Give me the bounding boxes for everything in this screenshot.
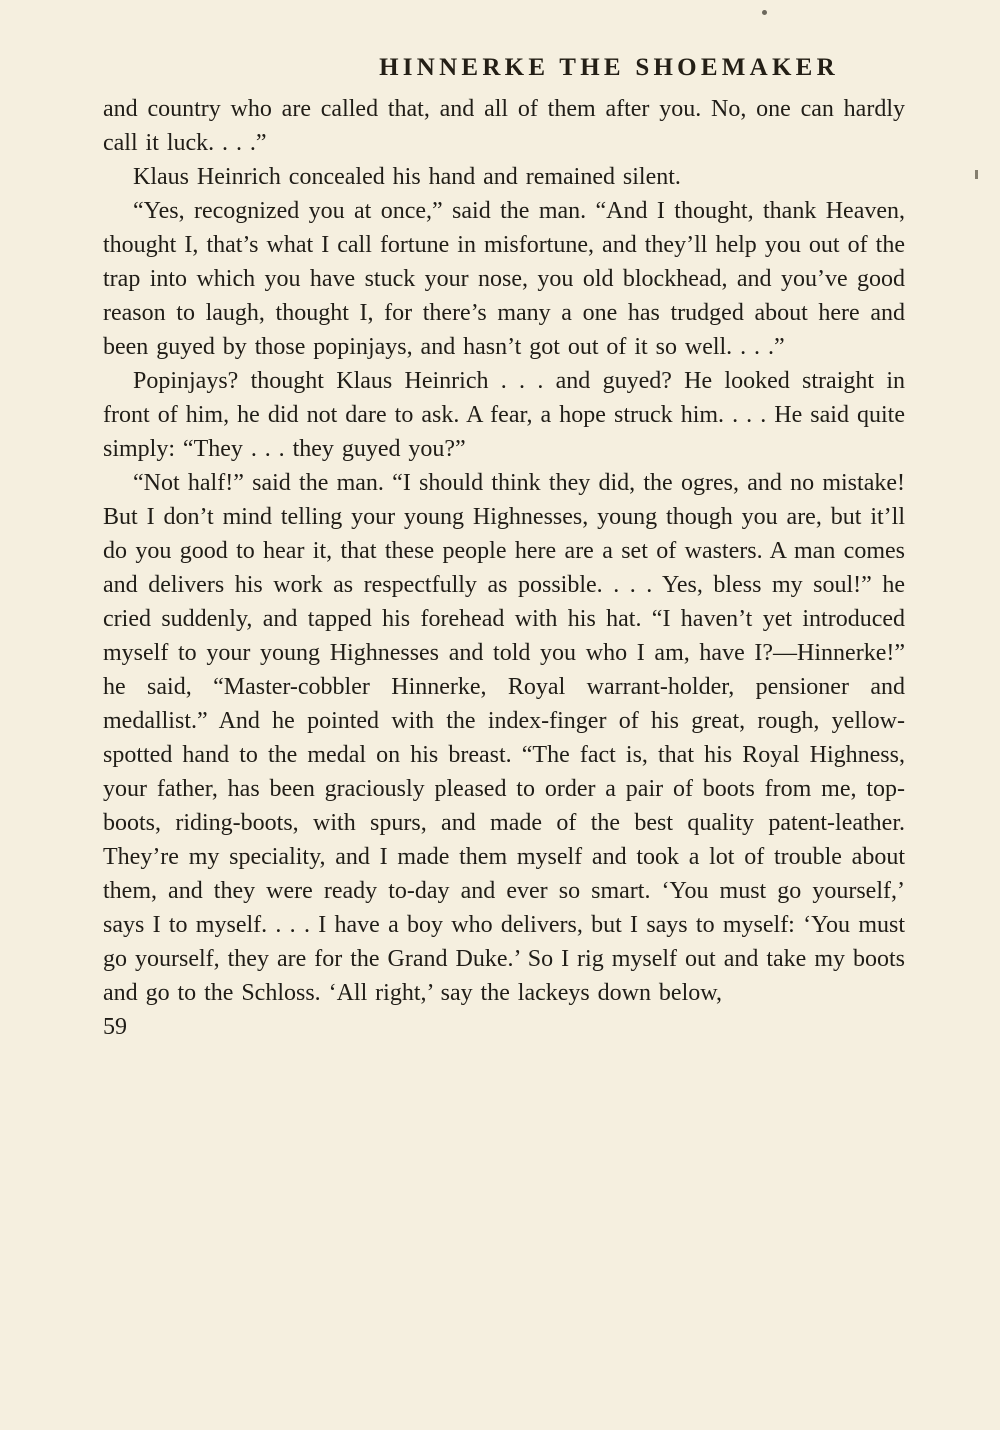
scan-artifact-dot [762,10,767,15]
running-header: HINNERKE THE SHOEMAKER [379,54,839,81]
paragraph-2: Klaus Heinrich concealed his hand and remained silent. [133,164,681,190]
scan-artifact-tick [975,170,978,179]
paragraph-5: “Not half!” said the man. “I should think they did, the ogres, and no mistake! But I don’t mind telling your young Highnesses, young though you are, but it’ll do you good to hear it, that these people here are a set of wasters. A man comes and delivers his work as respectfully as possible. . . . Yes, bless my soul!” he cried suddenly, and tapped his forehead with his hat. “I haven’t yet introduced myself to your young Highnesses and told you who I am, have I?—Hinnerke!” he said, “Master-cobbler Hinnerke, Royal warrant-holder, pensioner and medallist.” And he pointed with the index-finger of his great, rough, yellow-spotted hand to the medal on his breast. “The fact is, that his Royal Highness, your father, has been graciously pleased to order a pair of boots from me, top-boots, riding-boots, with spurs, and made of the best quality patent-leather. They’re my speciality, and I made them myself and took a lot of trouble about them, and they were ready to-day and ever so smart. ‘You must go yourself,’ says I to myself. . . . I have a boy who delivers, but I says to myself: ‘You must go yourself, they are for the Grand Duke.’ So I rig myself out and take my boots and go to the Schloss. ‘All right,’ say the lackeys down below, [103,470,905,1006]
page-number: 59 [103,1014,127,1040]
paragraph-1: and country who are called that, and all of them after you. No, one can hardly call it luck. . . .” [103,96,905,156]
paragraph-3: “Yes, recognized you at once,” said the man. “And I thought, thank Heaven, thought I, that’s what I call fortune in misfortune, and they’ll help you out of the trap into which you have stuck your nose, you old blockhead, and you’ve good reason to laugh, thought I, for there’s many a one has trudged about here and been guyed by those popinjays, and hasn’t got out of it so well. . . .” [103,198,905,360]
paragraph-4: Popinjays? thought Klaus Heinrich . . . and guyed? He looked straight in front of him, he did not dare to ask. A fear, a hope struck him. . . . He said quite simply: “They . . . they guyed you?” [103,368,905,462]
page-body [103,92,905,1010]
